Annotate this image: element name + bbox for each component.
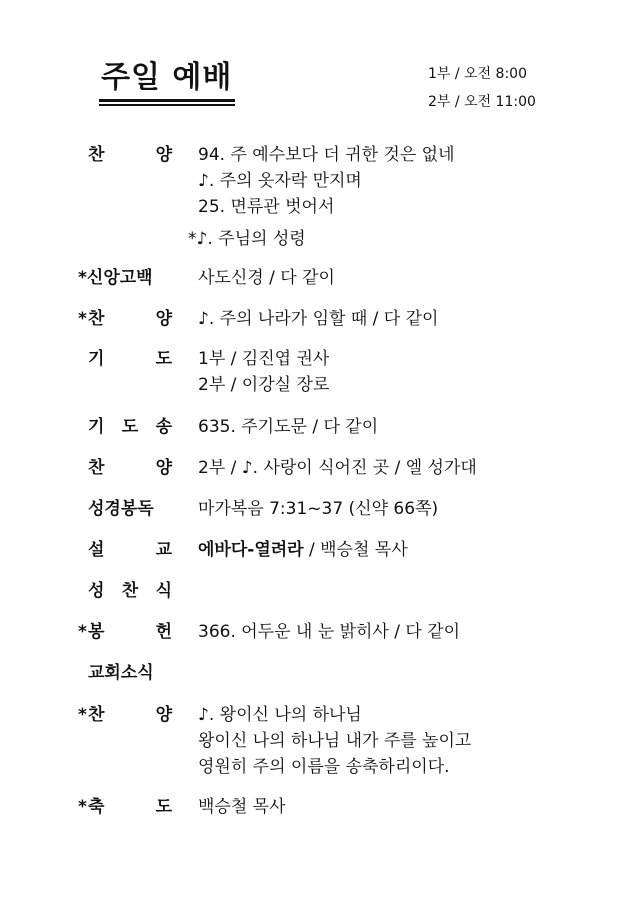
label-char: 헌	[155, 622, 172, 642]
item-label: 성경봉독	[88, 499, 154, 519]
item-label	[88, 537, 172, 563]
item-content	[188, 142, 455, 252]
content-line: 94. 주 예수보다 더 귀한 것은 없네	[198, 145, 455, 165]
item-label	[78, 306, 172, 332]
sermon-title: 에바다-열려라	[198, 540, 304, 560]
item-label	[88, 142, 172, 168]
content-line: 2부 / ♪. 사랑이 식어진 곳 / 엘 성가대	[198, 458, 477, 478]
label-char: 설	[88, 540, 105, 560]
item-content	[198, 306, 438, 332]
label-char: 찬	[88, 458, 105, 478]
label-char: 기	[88, 417, 105, 437]
label-char: 기	[88, 349, 105, 369]
content-line: *♪. 주님의 성령	[188, 229, 306, 249]
title-underline	[99, 99, 235, 102]
label-char: 양	[155, 705, 172, 725]
standing-mark: *	[78, 622, 87, 642]
content-line: 왕이신 나의 하나님 내가 주를 높이고	[198, 731, 472, 751]
label-char: 찬	[88, 145, 105, 165]
label-char: 교	[155, 540, 172, 560]
item-content	[198, 455, 477, 481]
content-line: 마가복음 7:31~37 (신약 66쪽)	[198, 499, 439, 519]
standing-mark: *	[78, 309, 87, 329]
content-line	[198, 537, 408, 563]
label-char: 찬	[88, 309, 105, 329]
label-char: 찬	[121, 581, 139, 601]
content-line: 사도신경 / 다 같이	[198, 268, 335, 288]
item-content	[198, 537, 408, 563]
standing-mark: *	[78, 797, 87, 817]
service-times	[428, 60, 536, 116]
label-char: 송	[155, 417, 172, 437]
standing-mark: *	[78, 705, 87, 725]
content-line: 2부 / 이강실 장로	[198, 375, 330, 395]
page-title: 주일 예배	[101, 60, 233, 95]
label-char: 식	[155, 581, 172, 601]
label-char: 도	[155, 797, 172, 817]
label-char: 성	[88, 581, 105, 601]
service-time-1: 1부 / 오전 8:00	[428, 66, 527, 82]
item-content	[198, 414, 378, 440]
label-char: 찬	[88, 705, 105, 725]
item-content	[198, 346, 329, 398]
content-line: ♪. 주의 나라가 임할 때 / 다 같이	[198, 309, 439, 329]
item-label	[88, 346, 172, 372]
content-line: 635. 주기도문 / 다 같이	[198, 417, 379, 437]
label-char: 축	[88, 797, 105, 817]
item-content	[198, 496, 438, 522]
label-char: 양	[155, 145, 172, 165]
content-line: 1부 / 김진엽 권사	[198, 349, 330, 369]
item-label	[88, 578, 172, 604]
item-content	[198, 702, 471, 780]
item-label	[78, 619, 172, 645]
content-line: 영원히 주의 이름을 송축하리이다.	[198, 757, 450, 777]
content-line: 366. 어두운 내 눈 밝히사 / 다 같이	[198, 622, 461, 642]
content-line: 백승철 목사	[198, 797, 286, 817]
content-line: ♪. 왕이신 나의 하나님	[198, 705, 362, 725]
label-char: 양	[155, 309, 172, 329]
item-label	[78, 702, 172, 728]
service-time-2: 2부 / 오전 11:00	[428, 94, 536, 110]
item-label: *신앙고백	[78, 268, 153, 288]
item-content	[198, 794, 286, 820]
sermon-preacher: / 백승철 목사	[303, 540, 408, 560]
label-char: 도	[155, 349, 172, 369]
content-line: 25. 면류관 벗어서	[198, 197, 335, 217]
item-content	[198, 265, 335, 291]
label-char: 봉	[88, 622, 105, 642]
label-char: 양	[155, 458, 172, 478]
item-label	[88, 414, 172, 440]
item-label	[78, 794, 172, 820]
content-line: ♪. 주의 옷자락 만지며	[198, 171, 362, 191]
label-char: 도	[121, 417, 139, 437]
standing-mark: *	[78, 268, 87, 288]
item-label: 교회소식	[88, 663, 154, 683]
item-content	[198, 619, 460, 645]
item-label	[88, 455, 172, 481]
title-underline-double	[99, 104, 235, 106]
